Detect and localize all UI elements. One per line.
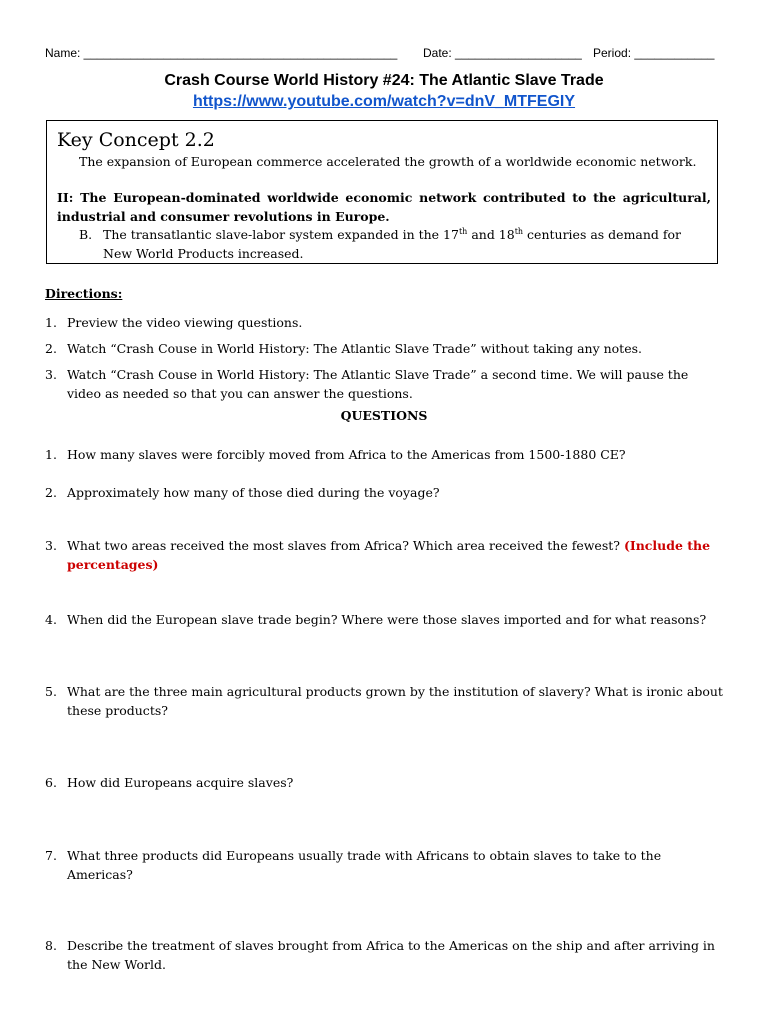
worksheet-title: Crash Course World History #24: The Atlantic Slave Trade bbox=[164, 72, 604, 89]
key-concept-bold-point: II: The European-dominated worldwide economic network contributed to the agricultural, industrial and consumer revolutions in Europe. bbox=[57, 190, 711, 224]
percentages-note: (Include the percentages) bbox=[67, 538, 711, 572]
date-field[interactable]: Date: ___________________ bbox=[423, 46, 582, 60]
subpoint-text: The transatlantic slave-labor system expanded in the 17th and 18th centuries as demand for New World Products increased. bbox=[103, 226, 682, 261]
key-concept-box bbox=[46, 120, 718, 264]
subpoint-label: B. bbox=[79, 227, 93, 242]
video-link[interactable]: https://www.youtube.com/watch?v=dnV_MTFEGIY bbox=[192, 93, 576, 110]
period-field[interactable]: Period: ____________ bbox=[593, 46, 715, 60]
key-concept-heading: Key Concept 2.2 bbox=[57, 129, 215, 151]
directions-label: Directions: bbox=[45, 286, 123, 301]
name-field[interactable]: Name: _______________________________________________ bbox=[45, 46, 398, 60]
questions-heading: QUESTIONS bbox=[340, 408, 428, 423]
video-link-line bbox=[0, 92, 768, 112]
key-concept-intro: The expansion of European commerce accelerated the growth of a worldwide economic network. bbox=[79, 154, 697, 169]
